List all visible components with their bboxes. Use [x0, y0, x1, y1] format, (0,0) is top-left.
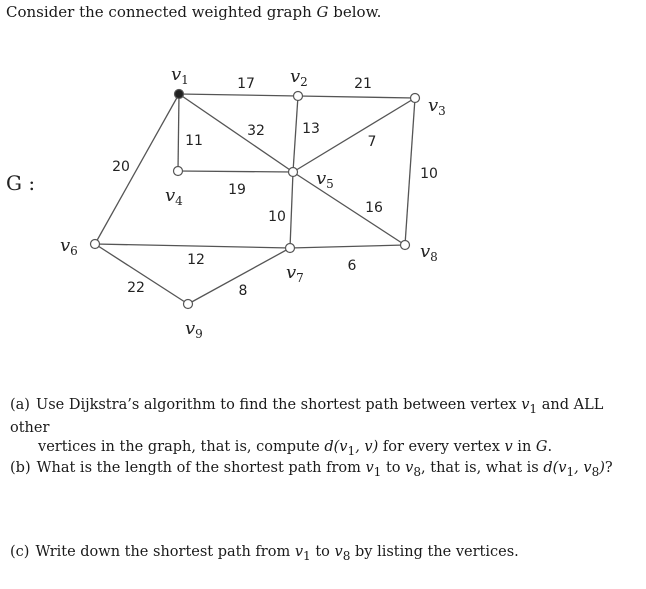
question-a-text-5: in — [512, 438, 536, 455]
question-c-text-1: Write down the shortest path from — [35, 544, 295, 560]
vertex-label-v5: $v_5$ — [316, 168, 334, 191]
question-b-text-3: , that is, what is — [421, 460, 544, 476]
vertex-label-v2: $v_2$ — [290, 66, 308, 89]
edge-weight-v3-v8: 10 — [420, 166, 438, 182]
edge-v1-v6 — [95, 94, 179, 244]
edge-v1-v2 — [179, 94, 298, 96]
edge-v7-v8 — [290, 245, 405, 248]
question-a-line-2 — [10, 438, 630, 461]
edge-weight-v3-v5: 7 — [367, 134, 377, 150]
edge-v2-v3 — [298, 96, 415, 98]
question-a-text-1: Use Dijkstra’s algorithm to find the shortest path between vertex — [35, 397, 522, 413]
var-v1: v — [294, 544, 304, 560]
edge-weight-v1-v6: 20 — [112, 159, 130, 175]
question-c-text-2: to — [310, 544, 335, 560]
var-v8-sub: 8 — [413, 464, 422, 479]
question-a-label: (a) — [10, 397, 30, 413]
var-v8: v — [405, 460, 414, 476]
vertex-v4 — [174, 167, 183, 176]
question-b — [10, 459, 613, 482]
question-b-text-4: ? — [604, 460, 613, 476]
question-b-text-1: What is the length of the shortest path from — [36, 460, 366, 476]
var-v1-sub: 1 — [303, 548, 311, 563]
edge-v2-v5 — [293, 96, 298, 172]
var-d-end: , v) — [355, 438, 379, 455]
expr-part-2: , v — [574, 460, 592, 476]
edge-v4-v5 — [178, 171, 293, 172]
expr-part-3: ) — [599, 460, 605, 476]
edge-weight-v6-v9: 22 — [127, 280, 145, 296]
graph-label: G : — [6, 171, 36, 195]
edge-weight-v6-v7: 12 — [187, 252, 205, 268]
edge-weight-v1-v2: 17 — [237, 76, 255, 92]
edge-v5-v8 — [293, 172, 405, 245]
edge-weight-v7-v8: 6 — [347, 258, 357, 274]
vertex-v8 — [401, 241, 410, 250]
edge-weight-v2-v3: 21 — [354, 76, 372, 92]
vertex-v1 — [175, 90, 184, 99]
vertex-v3 — [411, 94, 420, 103]
question-c — [10, 543, 519, 566]
edge-weight-v7-v9: 8 — [238, 283, 248, 299]
question-a-text-4: for every vertex — [378, 438, 505, 455]
edge-weight-v1-v5: 32 — [247, 123, 265, 139]
var-v1-sub: 1 — [373, 464, 382, 479]
expr-sub-2: 8 — [591, 464, 600, 479]
edge-v1-v4 — [178, 94, 179, 171]
var-v: v — [504, 438, 513, 455]
edge-v5-v7 — [290, 172, 293, 248]
vertex-label-v9: $v_9$ — [185, 318, 203, 341]
question-b-label: (b) — [10, 460, 31, 476]
vertex-v5 — [289, 168, 298, 177]
var-v1-sub: 1 — [529, 401, 538, 416]
vertex-label-v4: $v_4$ — [165, 185, 183, 208]
expr-sub-1: 1 — [566, 464, 575, 479]
question-a — [10, 396, 630, 461]
vertex-label-v6: $v_6$ — [60, 235, 78, 258]
intro-graph-var: G — [316, 3, 329, 21]
edge-weight-v1-v4: 11 — [185, 133, 203, 149]
vertex-label-v8: $v_8$ — [420, 241, 438, 264]
question-a-text-2: and ALL other — [10, 397, 604, 436]
edge-weight-v5-v8: 16 — [365, 200, 383, 216]
var-G: G — [535, 438, 548, 455]
intro-text-after: below. — [328, 3, 382, 21]
question-a-text-3: vertices in the graph, that is, compute — [38, 438, 325, 455]
var-d-args: (v — [333, 438, 348, 455]
edge-v6-v7 — [95, 244, 290, 248]
vertex-label-v7: $v_7$ — [286, 262, 304, 285]
var-d: d — [324, 438, 334, 455]
intro-text-before: Consider the connected weighted graph — [6, 3, 317, 21]
var-v1: v — [365, 460, 374, 476]
vertex-label-v1: $v_1$ — [171, 64, 189, 87]
question-c-label: (c) — [10, 544, 30, 560]
expr-part-1: d(v — [543, 460, 567, 476]
edge-v3-v8 — [405, 98, 415, 245]
edge-weight-v2-v5: 13 — [302, 121, 320, 137]
vertex-v6 — [91, 240, 100, 249]
vertex-v9 — [184, 300, 193, 309]
vertex-label-v3: $v_3$ — [428, 95, 446, 118]
question-b-text-2: to — [381, 460, 406, 476]
question-c-text-3: by listing the vertices. — [350, 544, 519, 560]
var-v1: v — [521, 397, 530, 413]
vertex-v2 — [294, 92, 303, 101]
var-v8-sub: 8 — [342, 548, 351, 563]
vertex-v7 — [286, 244, 295, 253]
edge-weight-labels — [112, 76, 438, 299]
var-v8: v — [334, 544, 343, 560]
question-a-text-6: . — [547, 438, 553, 455]
var-d-sub: 1 — [347, 443, 356, 458]
edge-weight-v5-v7: 10 — [268, 209, 286, 225]
edge-weight-v4-v5: 19 — [228, 182, 246, 198]
